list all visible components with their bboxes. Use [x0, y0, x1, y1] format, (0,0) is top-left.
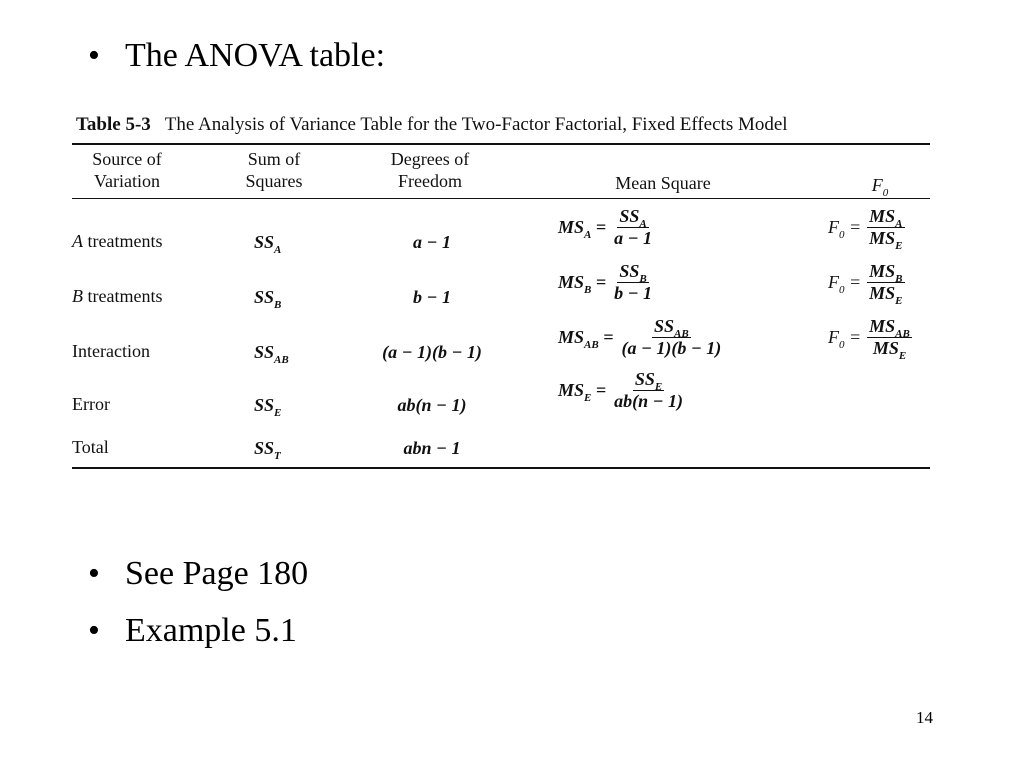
- row-sum-of-squares: $SS_T$: [254, 438, 281, 462]
- table-caption-number: Table 5-3: [76, 114, 151, 135]
- row-mean-square-formula: $MS_B$ = $\frac{SS_B}{b - 1}$: [558, 261, 653, 303]
- header-degrees-of-freedom: Degrees of Freedom: [390, 149, 470, 191]
- table-bottom-rule: [72, 467, 930, 469]
- row-sum-of-squares: $SS_E$: [254, 395, 282, 419]
- row-source-label: A treatments: [72, 231, 163, 251]
- row-degrees-of-freedom: a − 1: [413, 232, 451, 252]
- row-degrees-of-freedom: ab(n − 1): [397, 395, 467, 415]
- bullet-marker: •: [88, 37, 100, 74]
- row-sum-of-squares: $SS_{AB}$: [254, 342, 289, 366]
- row-f-statistic-formula: $F_0$ = $\frac{MS_B}{MS_E}$: [828, 261, 903, 307]
- bullet-text: The ANOVA table:: [125, 37, 386, 74]
- row-sum-of-squares: $SS_A$: [254, 232, 282, 256]
- row-source-label: Interaction: [72, 341, 150, 361]
- table-header-rule: [72, 198, 930, 199]
- header-f0: $F_0$: [871, 175, 889, 199]
- table-caption: [76, 114, 788, 136]
- bullet-example: [88, 611, 297, 651]
- row-sum-of-squares: $SS_B$: [254, 287, 282, 311]
- row-f-statistic-formula: $F_0$ = $\frac{MS_A}{MS_E}$: [828, 206, 903, 252]
- row-degrees-of-freedom: b − 1: [413, 287, 451, 307]
- bullet-marker: •: [88, 555, 100, 592]
- page-number: 14: [916, 708, 933, 727]
- bullet-text: Example 5.1: [125, 612, 297, 649]
- row-source-label: Error: [72, 394, 110, 414]
- bullet-anova-table: [88, 36, 385, 76]
- table-top-rule: [72, 143, 930, 145]
- row-degrees-of-freedom: (a − 1)(b − 1): [382, 342, 482, 362]
- bullet-marker: •: [88, 612, 100, 649]
- anova-table-figure: [72, 112, 930, 472]
- row-source-label: Total: [72, 437, 109, 457]
- header-source-of-variation: Source of Variation: [92, 149, 162, 191]
- row-mean-square-formula: $MS_{AB}$ = $\frac{SS_{AB}}{(a - 1)(b - 1)}$: [558, 316, 722, 358]
- header-sum-of-squares: Sum of Squares: [245, 149, 303, 191]
- bullet-text: See Page 180: [125, 555, 309, 592]
- header-mean-square: Mean Square: [615, 173, 711, 193]
- table-caption-title: The Analysis of Variance Table for the Two-Factor Factorial, Fixed Effects Model: [164, 114, 788, 135]
- row-mean-square-formula: $MS_A$ = $\frac{SS_A}{a - 1}$: [558, 206, 653, 248]
- row-f-statistic-formula: $F_0$ = $\frac{MS_{AB}}{MS_E}$: [828, 316, 910, 362]
- row-source-label: B treatments: [72, 286, 163, 306]
- bullet-see-page: [88, 554, 308, 594]
- row-mean-square-formula: $MS_E$ = $\frac{SS_E}{ab(n - 1)}$: [558, 369, 684, 411]
- row-degrees-of-freedom: abn − 1: [403, 438, 461, 458]
